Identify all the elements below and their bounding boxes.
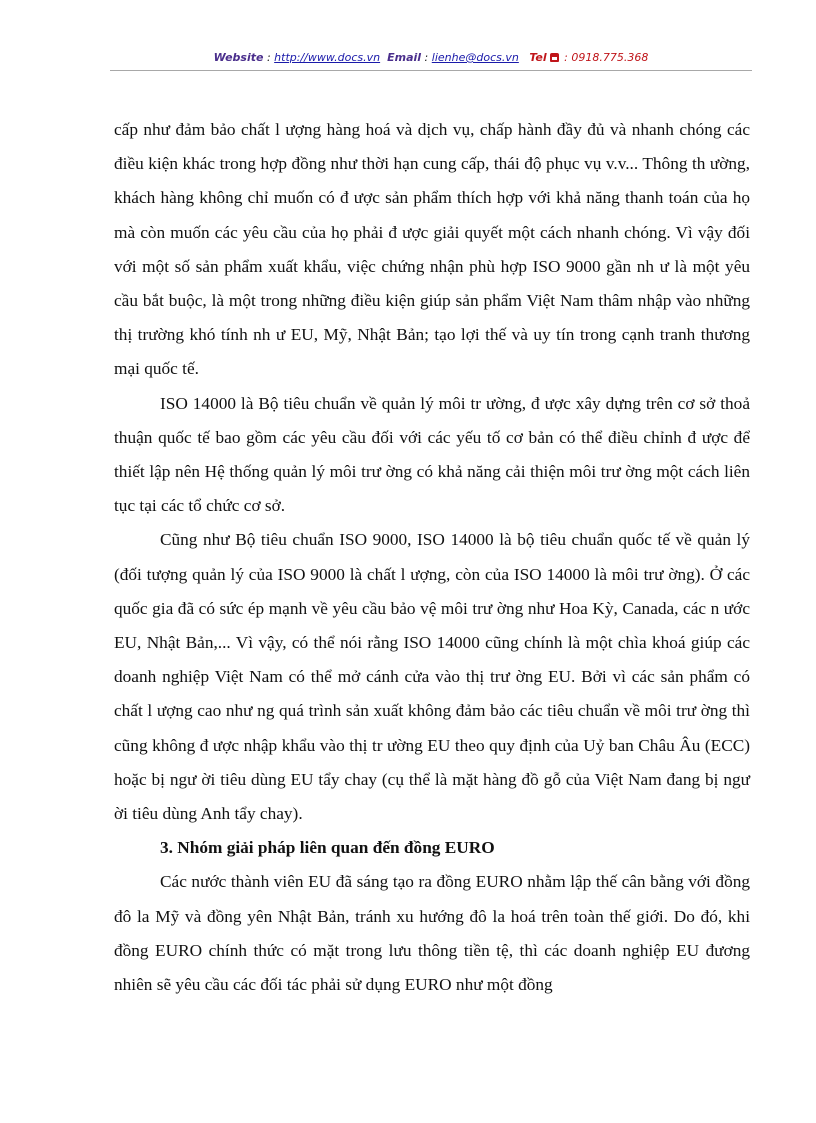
email-link[interactable]: lienhe@docs.vn xyxy=(431,51,519,64)
website-link[interactable]: http://www.docs.vn xyxy=(274,51,381,64)
email-separator: : xyxy=(421,51,432,64)
page-header xyxy=(110,50,752,66)
tel-number: 0918.775.368 xyxy=(571,51,649,64)
document-body xyxy=(114,113,750,1002)
website-separator: : xyxy=(263,51,275,64)
website-label: Website xyxy=(213,51,264,64)
paragraph-3: Cũng như Bộ tiêu chuẩn ISO 9000, ISO 14000 là bộ tiêu chuẩn quốc tế về quản lý (đối tượng quản lý của ISO 9000 là chất l ượng, còn của ISO 14000 là môi trư ờng). Ở các quốc gia đã có sức ép mạnh về yêu cầu bảo vệ môi trư ờng như Hoa Kỳ, Canada, các n ước EU, Nhật Bản,... Vì vậy, có thể nói rằng ISO 14000 cũng chính là một chìa khoá giúp các doanh nghiệp Việt Nam có thể mở cánh cửa vào thị trư ờng EU. Bởi vì các sản phẩm có chất l ượng cao như ng quá trình sản xuất không đảm bảo các tiêu chuẩn về môi trư ờng thì cũng không đ ược nhập khẩu vào thị tr ường EU theo quy định của Uỷ ban Châu Âu (ECC) hoặc bị ngư ời tiêu dùng EU tẩy chay (cụ thể là mặt hàng đồ gỗ của Việt Nam đang bị ngư ời tiêu dùng Anh tẩy chay). xyxy=(114,530,750,824)
header-divider xyxy=(110,70,752,71)
email-label: Email xyxy=(387,51,422,64)
paragraph-1: cấp như đảm bảo chất l ượng hàng hoá và dịch vụ, chấp hành đầy đủ và nhanh chóng các điều kiện khác trong hợp đồng như thời hạn cung cấp, thái độ phục vụ v.v... Thông th ường, khách hàng không chỉ muốn có đ ược sản phẩm thích hợp với khả năng thanh toán của họ mà còn muốn các yêu cầu của họ phải đ ược giải quyết một cách nhanh chóng. Vì vậy đối với một số sản phẩm xuất khẩu, việc chứng nhận phù hợp ISO 9000 gần nh ư là một yêu cầu bắt buộc, là một trong những điều kiện giúp sản phẩm Việt Nam thâm nhập vào những thị trường khó tính nh ư EU, Mỹ, Nhật Bản; tạo lợi thế và uy tín trong cạnh tranh thương mại quốc tế. xyxy=(114,120,750,379)
tel-label: Tel xyxy=(529,51,547,64)
paragraph-4: Các nước thành viên EU đã sáng tạo ra đồng EURO nhằm lập thế cân bằng với đồng đô la Mỹ và đồng yên Nhật Bản, tránh xu hướng đô la hoá trên toàn thế giới. Do đó, khi đồng EURO chính thức có mặt trong lưu thông tiền tệ, thì các doanh nghiệp EU đương nhiên sẽ yêu cầu các đối tác phải sử dụng EURO như một đồng xyxy=(114,872,750,995)
paragraph-2: ISO 14000 là Bộ tiêu chuẩn về quản lý môi tr ường, đ ược xây dựng trên cơ sở thoả thuận quốc tế bao gồm các yêu cầu đối với các yếu tố cơ bản có thể điều chỉnh đ ược để thiết lập nên Hệ thống quản lý môi trư ờng có khả năng cải thiện môi trư ờng một cách liên tục tại các tổ chức cơ sở. xyxy=(114,393,750,516)
tel-separator: : xyxy=(560,51,572,64)
telephone-icon xyxy=(550,53,559,62)
section-heading: 3. Nhóm giải pháp liên quan đến đồng EURO xyxy=(160,838,495,858)
